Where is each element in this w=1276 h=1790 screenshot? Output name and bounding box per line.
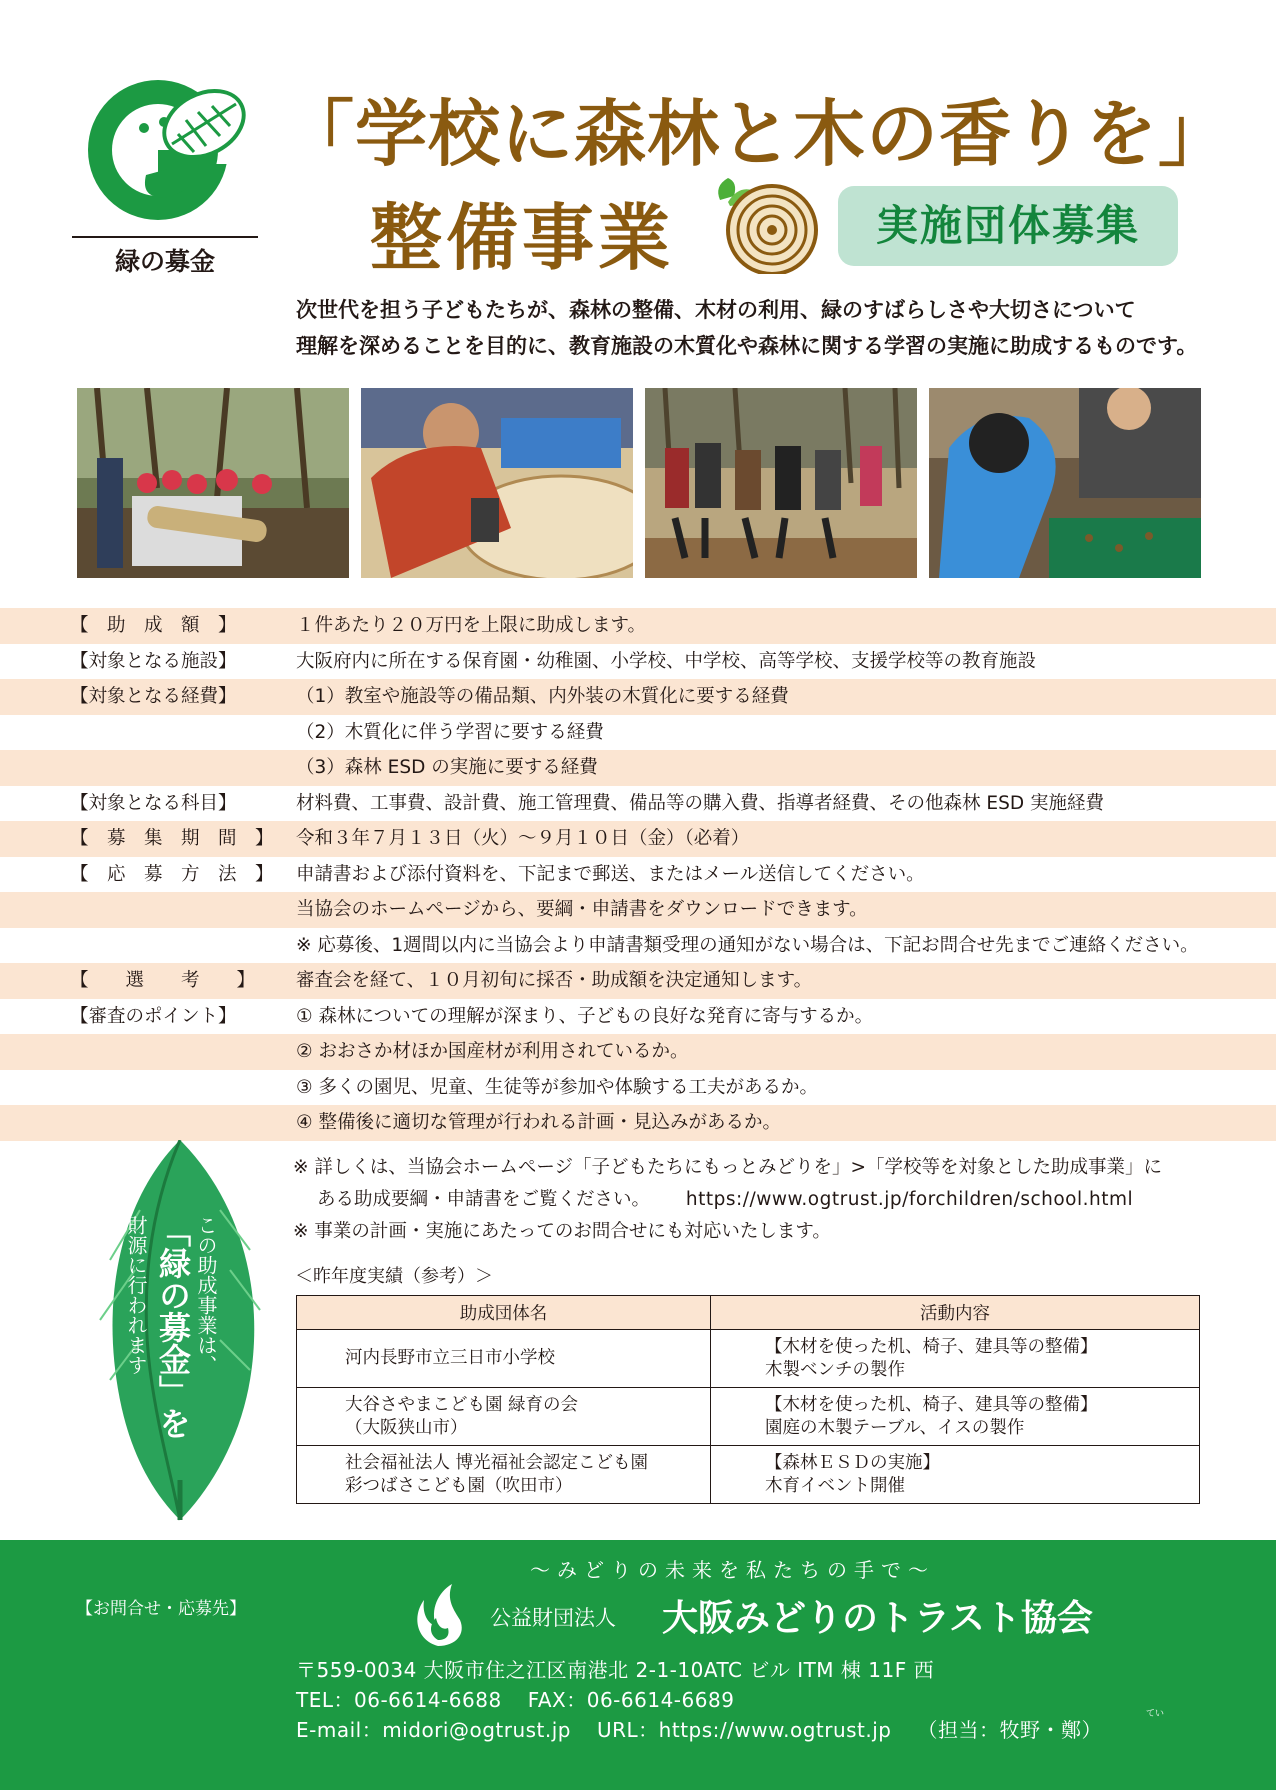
activity-cell	[711, 1330, 1200, 1388]
info-table	[0, 608, 1276, 1141]
info-text: 当協会のホームページから、要綱・申請書をダウンロードできます。	[296, 899, 868, 920]
col-activity-header: 活動内容	[711, 1296, 1200, 1330]
info-row-review-points-2	[0, 1034, 1276, 1070]
intro-line1: 次世代を担う子どもたちが、森林の整備、木材の利用、緑のすばらしさや大切さについて	[296, 298, 1136, 322]
feather-text-3: 財源に行われます	[124, 1215, 148, 1375]
corp-name: 大阪みどりのトラスト協会	[662, 1598, 1093, 1639]
info-row-application-method-2	[0, 892, 1276, 928]
info-row-application-method-3	[0, 928, 1276, 964]
green-fund-g-icon	[86, 70, 256, 230]
photo-woodworking	[361, 388, 633, 578]
note-line3: ※ 事業の計画・実施にあたってのお問合せにも対応いたします。	[293, 1221, 831, 1242]
info-row-target-expenses-3	[0, 750, 1276, 786]
org-cell	[297, 1446, 711, 1504]
results-table	[296, 1295, 1200, 1504]
org-name-2: 彩つばさこども園（吹田市）	[345, 1475, 573, 1496]
activity-detail: 園庭の木製テーブル、イスの製作	[765, 1417, 1025, 1438]
green-fund-logo	[72, 70, 272, 276]
feather-text-2: 「緑の募金」を	[154, 1215, 192, 1439]
email-url	[296, 1714, 1102, 1743]
notes	[293, 1152, 1162, 1248]
info-text: 審査会を経て、１０月初旬に採否・助成額を決定通知します。	[296, 970, 813, 991]
info-label: 【 応 募 方 法 】	[70, 863, 274, 885]
tel: TEL：06-6614-6688	[296, 1688, 502, 1712]
ruby-reading: てい	[1146, 1709, 1165, 1719]
info-row-application-method	[0, 857, 1276, 893]
info-label: 【 募 集 期 間 】	[70, 828, 274, 849]
feather-text-1: この助成事業は、	[194, 1215, 218, 1375]
table-row	[297, 1446, 1200, 1504]
note-line2	[293, 1184, 1162, 1216]
org-name: 大谷さやまこども園 緑育の会	[345, 1394, 579, 1415]
info-label: 【対象となる経費】	[70, 686, 237, 707]
info-label: 【対象となる施設】	[70, 650, 237, 672]
info-text: （2）木質化に伴う学習に要する経費	[296, 721, 604, 743]
info-text: 令和３年７月１３日（火）～９月１０日（金）（必着）	[296, 828, 750, 849]
info-label: 【審査のポイント】	[70, 1005, 237, 1027]
org-name-2: （大阪狭山市）	[345, 1417, 468, 1438]
photo-forest-activity	[77, 388, 349, 578]
note-line2-text: ある助成要綱・申請書をご覧ください。	[317, 1189, 651, 1210]
photo-children-walking	[645, 388, 917, 578]
info-text: （1）教室や施設等の備品類、内外装の木質化に要する経費	[296, 686, 789, 707]
site-link[interactable]: URL：https://www.ogtrust.jp	[597, 1718, 892, 1742]
info-row-target-expenses-2	[0, 715, 1276, 751]
table-row	[297, 1388, 1200, 1446]
info-label: 【 選 考 】	[70, 970, 256, 991]
info-text: （3）森林 ESD の実施に要する経費	[296, 757, 598, 778]
corp-type: 公益財団法人	[490, 1606, 616, 1630]
contact-person: （担当：牧野・鄭）	[917, 1718, 1103, 1742]
info-label: 【 助 成 額 】	[70, 615, 237, 636]
note-line1: ※ 詳しくは、当協会ホームページ「子どもたちにもっとみどりを」>「学校等を対象とした助成事業」に	[293, 1157, 1163, 1178]
footer	[0, 1540, 1276, 1790]
recruit-badge: 実施団体募集	[838, 186, 1178, 266]
tree-stump-icon	[712, 172, 824, 274]
info-text: 大阪府内に所在する保育園・幼稚園、小学校、中学校、高等学校、支援学校等の教育施設	[296, 650, 1037, 672]
activity-cell	[711, 1446, 1200, 1504]
info-text: ③ 多くの園児、児童、生徒等が参加や体験する工夫があるか。	[296, 1076, 818, 1098]
info-row-target-facilities	[0, 644, 1276, 680]
info-row-grant-amount	[0, 608, 1276, 644]
activity-category: 【木材を使った机、椅子、建具等の整備】	[765, 1336, 1098, 1357]
info-text: １件あたり２０万円を上限に助成します。	[296, 615, 647, 636]
activity-category: 【森林ＥＳＤの実施】	[765, 1452, 940, 1473]
activity-cell	[711, 1388, 1200, 1446]
intro-text	[296, 292, 1197, 364]
col-org-header: 助成団体名	[297, 1296, 711, 1330]
info-text: 申請書および添付資料を、下記まで郵送、またはメール送信してください。	[296, 863, 925, 885]
address: 〒559-0034 大阪市住之江区南港北 2-1-10ATC ビル ITM 棟 11F 西	[296, 1658, 935, 1682]
info-row-target-items	[0, 786, 1276, 822]
activity-detail: 木育イベント開催	[765, 1475, 905, 1496]
info-text: ※ 応募後、1週間以内に当協会より申請書類受理の通知がない場合は、下記お問合せ先までご連絡ください。	[296, 934, 1199, 956]
info-row-review-points-3	[0, 1070, 1276, 1106]
org-cell	[297, 1388, 711, 1446]
info-text: 材料費、工事費、設計費、施工管理費、備品等の購入費、指導者経費、その他森林 ESD 実施経費	[296, 792, 1104, 814]
photo-child-crafting	[929, 388, 1201, 578]
info-row-target-expenses	[0, 679, 1276, 715]
phone-fax	[296, 1684, 734, 1713]
org-cell	[297, 1330, 711, 1388]
tagline: ～みどりの未来を私たちの手で～	[530, 1558, 935, 1582]
activity-category: 【木材を使った机、椅子、建具等の整備】	[765, 1394, 1098, 1415]
results-title: ＜昨年度実績（参考）＞	[295, 1266, 493, 1287]
info-label: 【対象となる科目】	[70, 792, 237, 814]
email-link[interactable]: E-mail：midori@ogtrust.jp	[296, 1718, 571, 1742]
trust-flame-logo-icon	[408, 1580, 470, 1650]
info-text: ② おおさか材ほか国産材が利用されているか。	[296, 1041, 689, 1062]
main-title: 「学校に森林と木の香りを」	[282, 92, 1232, 176]
info-row-selection	[0, 963, 1276, 999]
org-name: 社会福祉法人 博光福祉会認定こども園	[345, 1452, 649, 1473]
contact-label: 【お問合せ・応募先】	[76, 1599, 246, 1619]
info-row-review-points	[0, 999, 1276, 1035]
main-title-line2: 整備事業	[370, 196, 675, 280]
fax: FAX：06-6614-6689	[527, 1688, 735, 1712]
info-row-review-points-4	[0, 1105, 1276, 1141]
activity-detail: 木製ベンチの製作	[765, 1359, 905, 1380]
info-row-application-period	[0, 821, 1276, 857]
table-row	[297, 1330, 1200, 1388]
results-header-row	[297, 1296, 1200, 1330]
logo-label: 緑の募金	[114, 247, 215, 276]
org-name: 河内長野市立三日市小学校	[345, 1348, 555, 1368]
info-text: ① 森林についての理解が深まり、子どもの良好な発育に寄与するか。	[296, 1005, 874, 1027]
intro-line2: 理解を深めることを目的に、教育施設の木質化や森林に関する学習の実施に助成するものです。	[296, 334, 1198, 358]
school-page-link[interactable]: https://www.ogtrust.jp/forchildren/school.html	[685, 1189, 1134, 1210]
info-text: ④ 整備後に適切な管理が行われる計画・見込みがあるか。	[296, 1112, 781, 1133]
